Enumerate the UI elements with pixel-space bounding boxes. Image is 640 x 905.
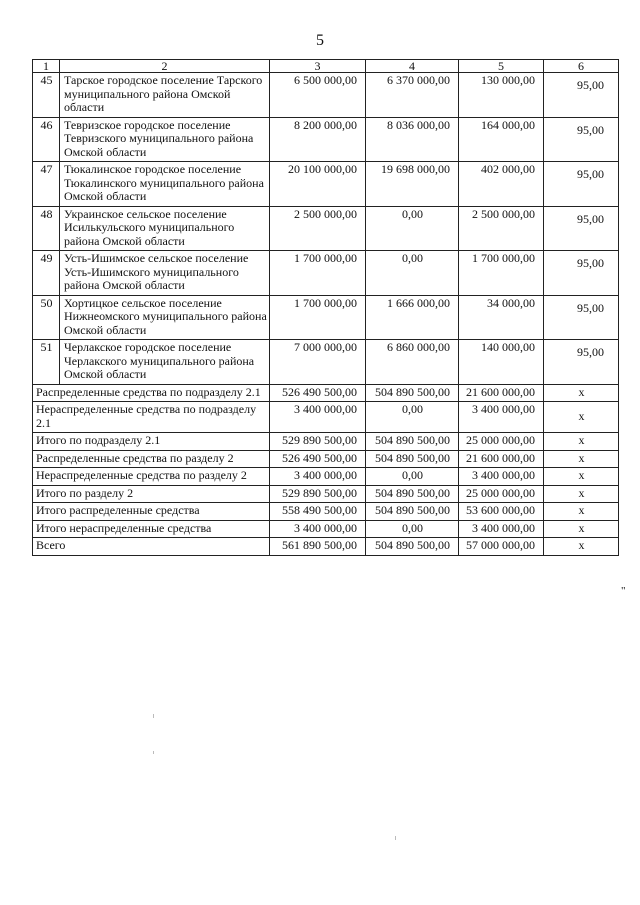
total-row [33, 402, 619, 433]
amount-cell: 21 600 000,00 [459, 384, 544, 402]
settlement-name: Тарское городское поселение Тарского муниципального района Омской области [60, 73, 270, 118]
amount-cell: 3 400 000,00 [459, 402, 544, 433]
settlement-name: Черлакское городское поселение Черлакского муниципального района Омской области [60, 340, 270, 385]
settlement-name: Усть-Ишимское сельское поселение Усть-Ишимского муниципального района Омской области [60, 251, 270, 296]
header-cell: 4 [366, 60, 459, 73]
settlement-name: Хортицкое сельское поселение Нижнеомского муниципального района Омской области [60, 295, 270, 340]
amount-cell: 402 000,00 [459, 162, 544, 207]
total-label: Итого распределенные средства [33, 503, 270, 521]
total-row [33, 485, 619, 503]
row-index: 51 [33, 340, 60, 385]
amount-cell: 558 490 500,00 [270, 503, 366, 521]
amount-cell: 21 600 000,00 [459, 450, 544, 468]
total-label: Нераспределенные средства по разделу 2 [33, 468, 270, 486]
amount-cell: 504 890 500,00 [366, 433, 459, 451]
percent-cell: 95,00 [544, 206, 619, 251]
total-label: Итого по разделу 2 [33, 485, 270, 503]
header-cell: 2 [60, 60, 270, 73]
amount-cell: 6 500 000,00 [270, 73, 366, 118]
row-index: 46 [33, 117, 60, 162]
amount-cell: 561 890 500,00 [270, 538, 366, 556]
total-label: Распределенные средства по разделу 2 [33, 450, 270, 468]
amount-cell: 25 000 000,00 [459, 433, 544, 451]
total-label: Распределенные средства по подразделу 2.1 [33, 384, 270, 402]
amount-cell: 0,00 [366, 402, 459, 433]
total-row [33, 520, 619, 538]
settlement-name: Украинское сельское поселение Исилькульского муниципального района Омской области [60, 206, 270, 251]
amount-cell: 57 000 000,00 [459, 538, 544, 556]
amount-cell: 3 400 000,00 [270, 468, 366, 486]
not-applicable-mark: х [544, 520, 619, 538]
percent-cell: 95,00 [544, 295, 619, 340]
table-row [33, 295, 619, 340]
table-row [33, 340, 619, 385]
amount-cell: 25 000 000,00 [459, 485, 544, 503]
total-row [33, 433, 619, 451]
total-row [33, 468, 619, 486]
amount-cell: 53 600 000,00 [459, 503, 544, 521]
amount-cell: 3 400 000,00 [270, 520, 366, 538]
amount-cell: 504 890 500,00 [366, 503, 459, 521]
not-applicable-mark: х [544, 538, 619, 556]
table-row [33, 251, 619, 296]
header-cell: 6 [544, 60, 619, 73]
amount-cell: 504 890 500,00 [366, 384, 459, 402]
closing-quote-mark: " [621, 585, 626, 597]
amount-cell: 20 100 000,00 [270, 162, 366, 207]
amount-cell: 1 700 000,00 [459, 251, 544, 296]
header-cell: 1 [33, 60, 60, 73]
not-applicable-mark: х [544, 485, 619, 503]
amount-cell: 130 000,00 [459, 73, 544, 118]
amount-cell: 526 490 500,00 [270, 450, 366, 468]
not-applicable-mark: х [544, 384, 619, 402]
amount-cell: 529 890 500,00 [270, 433, 366, 451]
header-cell: 3 [270, 60, 366, 73]
row-index: 48 [33, 206, 60, 251]
amount-cell: 3 400 000,00 [459, 468, 544, 486]
not-applicable-mark: х [544, 503, 619, 521]
row-index: 45 [33, 73, 60, 118]
amount-cell: 8 200 000,00 [270, 117, 366, 162]
amount-cell: 6 370 000,00 [366, 73, 459, 118]
amount-cell: 0,00 [366, 251, 459, 296]
total-row [33, 384, 619, 402]
amount-cell: 19 698 000,00 [366, 162, 459, 207]
amount-cell: 504 890 500,00 [366, 538, 459, 556]
not-applicable-mark: х [544, 433, 619, 451]
row-index: 47 [33, 162, 60, 207]
amount-cell: 504 890 500,00 [366, 485, 459, 503]
total-label: Итого нераспределенные средства [33, 520, 270, 538]
grand-total-row [33, 538, 619, 556]
table-header-row [33, 60, 619, 73]
table-row [33, 162, 619, 207]
not-applicable-mark: х [544, 450, 619, 468]
amount-cell: 3 400 000,00 [270, 402, 366, 433]
total-label: Нераспределенные средства по подразделу 2.1 [33, 402, 270, 433]
allocation-table [32, 59, 619, 556]
amount-cell: 2 500 000,00 [459, 206, 544, 251]
header-cell: 5 [459, 60, 544, 73]
percent-cell: 95,00 [544, 251, 619, 296]
amount-cell: 2 500 000,00 [270, 206, 366, 251]
table-row [33, 206, 619, 251]
amount-cell: 7 000 000,00 [270, 340, 366, 385]
amount-cell: 140 000,00 [459, 340, 544, 385]
not-applicable-mark: х [544, 468, 619, 486]
amount-cell: 6 860 000,00 [366, 340, 459, 385]
amount-cell: 0,00 [366, 520, 459, 538]
total-label: Итого по подразделу 2.1 [33, 433, 270, 451]
scan-speck [153, 714, 154, 718]
total-row [33, 503, 619, 521]
total-row [33, 450, 619, 468]
percent-cell: 95,00 [544, 117, 619, 162]
amount-cell: 526 490 500,00 [270, 384, 366, 402]
amount-cell: 0,00 [366, 206, 459, 251]
amount-cell: 504 890 500,00 [366, 450, 459, 468]
scan-speck [153, 751, 154, 754]
amount-cell: 34 000,00 [459, 295, 544, 340]
scan-speck [395, 836, 396, 840]
not-applicable-mark: х [544, 402, 619, 433]
amount-cell: 164 000,00 [459, 117, 544, 162]
settlement-name: Тевризское городское поселение Тевризского муниципального района Омской области [60, 117, 270, 162]
row-index: 50 [33, 295, 60, 340]
table-row [33, 117, 619, 162]
page-number: 5 [316, 32, 324, 49]
amount-cell: 8 036 000,00 [366, 117, 459, 162]
settlement-name: Тюкалинское городское поселение Тюкалинского муниципального района Омской области [60, 162, 270, 207]
amount-cell: 1 700 000,00 [270, 295, 366, 340]
amount-cell: 3 400 000,00 [459, 520, 544, 538]
table-row [33, 73, 619, 118]
percent-cell: 95,00 [544, 162, 619, 207]
percent-cell: 95,00 [544, 73, 619, 118]
amount-cell: 529 890 500,00 [270, 485, 366, 503]
amount-cell: 1 666 000,00 [366, 295, 459, 340]
amount-cell: 1 700 000,00 [270, 251, 366, 296]
total-label: Всего [33, 538, 270, 556]
percent-cell: 95,00 [544, 340, 619, 385]
amount-cell: 0,00 [366, 468, 459, 486]
row-index: 49 [33, 251, 60, 296]
